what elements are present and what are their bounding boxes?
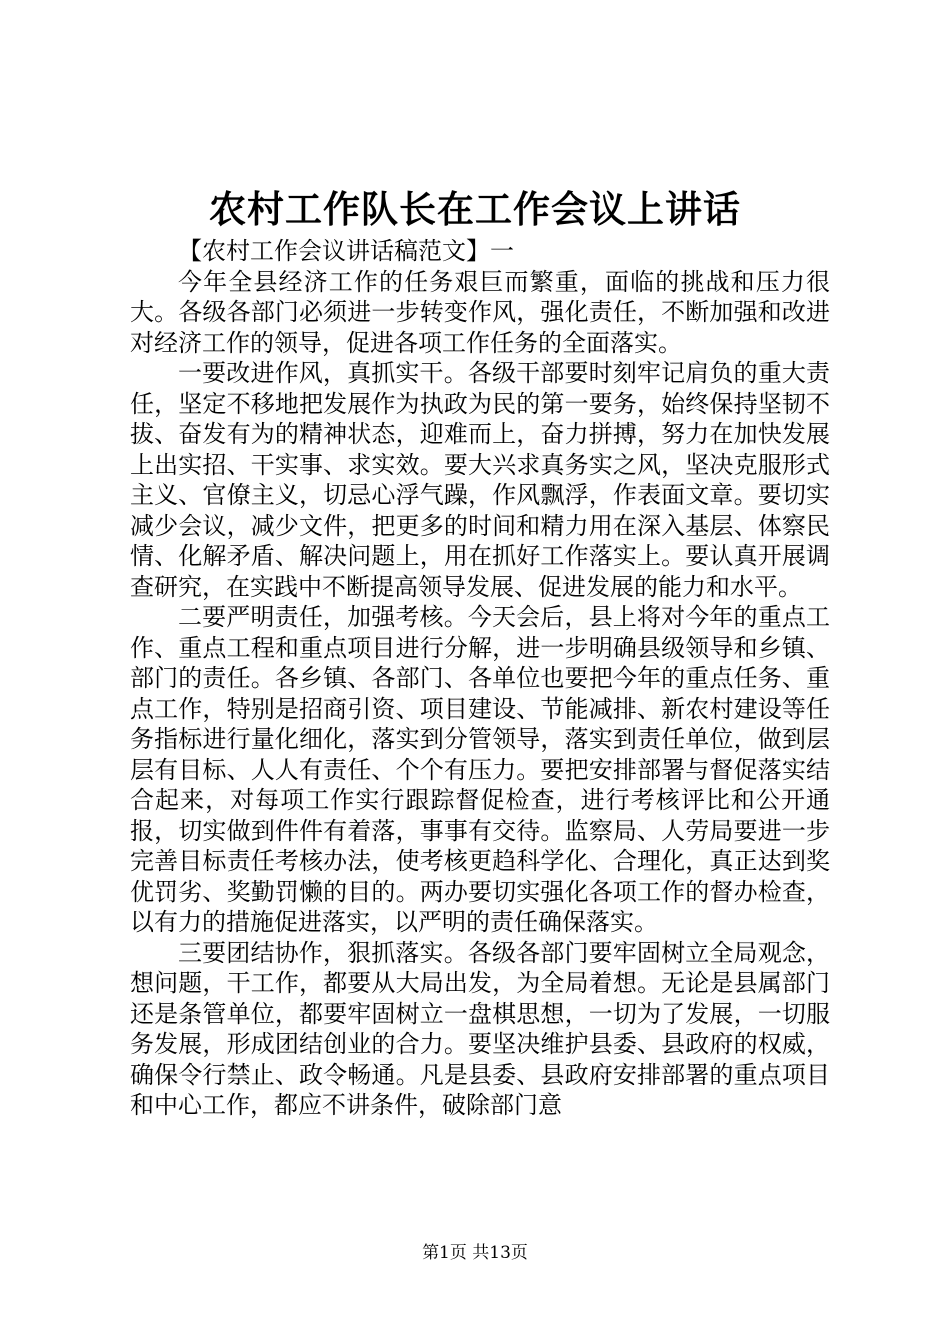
- paragraph-intro: 今年全县经济工作的任务艰巨而繁重，面临的挑战和压力很大。各级各部门必须进一步转变作风，强化责任，不断加强和改进对经济工作的领导，促进各项工作任务的全面落实。: [130, 267, 830, 357]
- document-title: 农村工作队长在工作会议上讲话: [209, 187, 741, 231]
- page-number-footer: 第1页 共13页: [422, 1243, 528, 1263]
- paragraph-point-one: 一要改进作风，真抓实干。各级干部要时刻牢记肩负的重大责任，坚定不移地把发展作为执政为民的第一要务，始终保持坚韧不拔、奋发有为的精神状态，迎难而上，奋力拼搏，努力在加快发展上出实招、干实事、求实效。要大兴求真务实之风，坚决克服形式主义、官僚主义，切忌心浮气躁，作风飘浮，作表面文章。要切实减少会议，减少文件，把更多的时间和精力用在深入基层、体察民情、化解矛盾、解决问题上，用在抓好工作落实上。要认真开展调查研究，在实践中不断提高领导发展、促进发展的能力和水平。: [130, 359, 830, 601]
- paragraph-point-three: 三要团结协作，狠抓落实。各级各部门要牢固树立全局观念，想问题，干工作，都要从大局出发，为全局着想。无论是县属部门还是条管单位，都要牢固树立一盘棋思想，一切为了发展，一切服务发展，形成团结创业的合力。要坚决维护县委、县政府的权威，确保令行禁止、政令畅通。凡是县委、县政府安排部署的重点项目和中心工作，都应不讲条件，破除部门意: [130, 938, 830, 1119]
- document-body: [130, 236, 830, 1121]
- section-heading: 【农村工作会议讲话稿范文】一: [178, 237, 514, 265]
- paragraph-point-two: 二要严明责任，加强考核。今天会后，县上将对今年的重点工作、重点工程和重点项目进行分解，进一步明确县级领导和乡镇、部门的责任。各乡镇、各部门、各单位也要把今年的重点任务、重点工作，特别是招商引资、项目建设、节能减排、新农村建设等任务指标进行量化细化，落实到分管领导，落实到责任单位，做到层层有目标、人人有责任、个个有压力。要把安排部署与督促落实结合起来，对每项工作实行跟踪督促检查，进行考核评比和公开通报，切实做到件件有着落，事事有交待。监察局、人劳局要进一步完善目标责任考核办法，使考核更趋科学化、合理化，真正达到奖优罚劣、奖勤罚懒的目的。两办要切实强化各项工作的督办检查，以有力的措施促进落实，以严明的责任确保落实。: [130, 603, 830, 936]
